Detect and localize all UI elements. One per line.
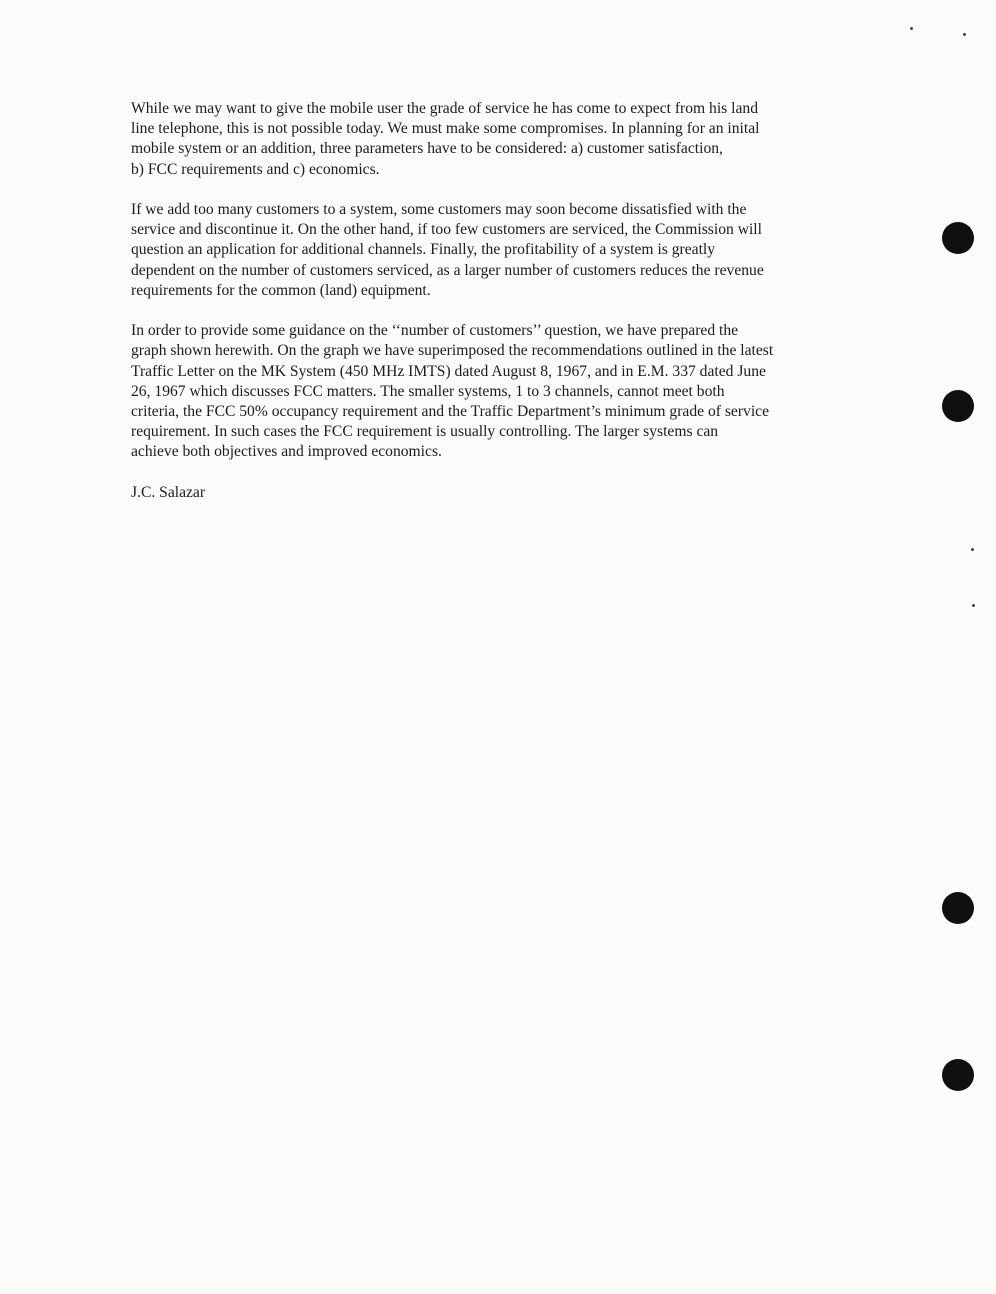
text-line: criteria, the FCC 50% occupancy requirement and the Traffic Department’s minimum grade of service bbox=[131, 403, 769, 421]
text-line: Traffic Letter on the MK System (450 MHz IMTS) dated August 8, 1967, and in E.M. 337 dated June bbox=[131, 362, 766, 380]
text-line: requirements for the common (land) equipment. bbox=[131, 281, 431, 299]
text-line: While we may want to give the mobile user the grade of service he has come to expect from his land bbox=[131, 100, 759, 117]
scan-speck bbox=[972, 604, 975, 607]
text-line: If we add too many customers to a system, some customers may soon become dissatisfied with the bbox=[131, 201, 747, 218]
text-line: In order to provide some guidance on the ‘‘number of customers’’ question, we have prepared the bbox=[131, 322, 739, 340]
text-line: question an application for additional channels. Finally, the profitability of a system is greatly bbox=[131, 241, 716, 259]
paragraph-2 bbox=[131, 200, 877, 301]
scan-speck bbox=[971, 548, 974, 551]
paragraph-3 bbox=[131, 321, 877, 462]
text-line: line telephone, this is not possible today. We must make some compromises. In planning for an inital bbox=[131, 120, 760, 138]
author-signature: J.C. Salazar bbox=[131, 483, 206, 501]
text-line: achieve both objectives and improved economics. bbox=[131, 443, 442, 461]
text-line: graph shown herewith. On the graph we have superimposed the recommendations outlined in the latest bbox=[131, 342, 774, 360]
punch-hole-2 bbox=[942, 390, 974, 422]
text-line: requirement. In such cases the FCC requirement is usually controlling. The larger systems can bbox=[131, 423, 719, 441]
text-line: dependent on the number of customers serviced, as a larger number of customers reduces the revenue bbox=[131, 261, 764, 279]
text-line: b) FCC requirements and c) economics. bbox=[131, 160, 380, 178]
punch-hole-4 bbox=[942, 1059, 974, 1091]
text-line: service and discontinue it. On the other hand, if too few customers are serviced, the Commission will bbox=[131, 221, 762, 239]
punch-hole-1 bbox=[942, 222, 974, 254]
punch-hole-3 bbox=[942, 892, 974, 924]
paragraph-1 bbox=[131, 99, 877, 180]
text-line: mobile system or an addition, three parameters have to be considered: a) customer satisfaction, bbox=[131, 140, 723, 158]
text-line: 26, 1967 which discusses FCC matters. The smaller systems, 1 to 3 channels, cannot meet both bbox=[131, 382, 725, 400]
scan-speck bbox=[963, 33, 966, 36]
memo-body bbox=[131, 99, 877, 503]
scan-speck bbox=[910, 27, 913, 30]
